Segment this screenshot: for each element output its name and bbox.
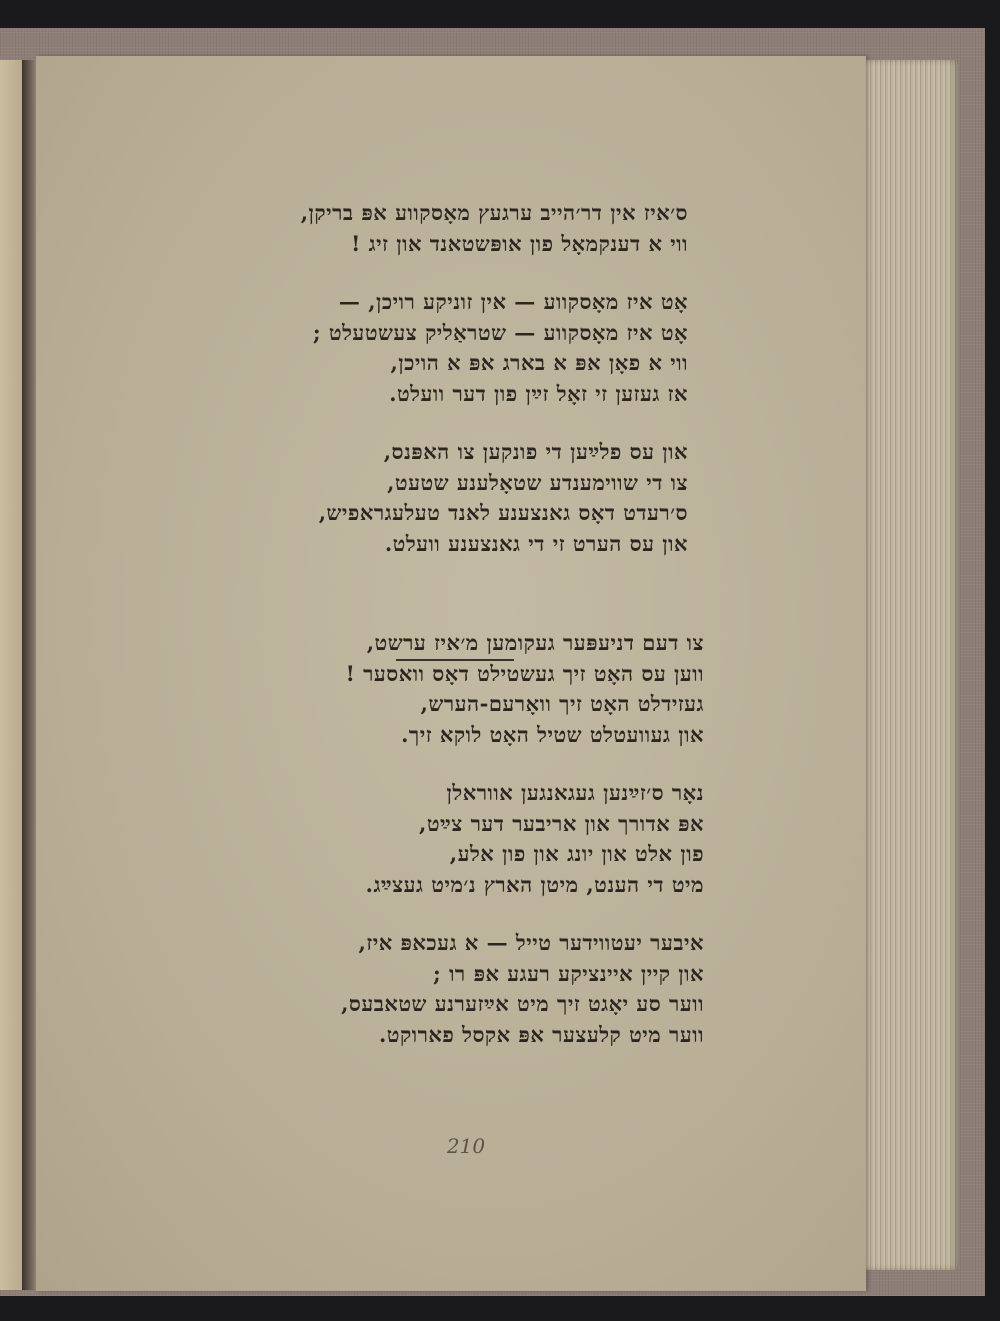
poem-line: אָט איז מאָסקווע — שטראַליק צעשטעלט ; xyxy=(312,319,688,345)
poem-line: ווי א דענקמאָל פון אופּשטאנד און זיג ! xyxy=(351,230,688,256)
stanza xyxy=(164,928,704,1050)
stanza xyxy=(164,628,704,750)
poem-section-2 xyxy=(164,628,704,1050)
poem-line: ס׳רעדט דאָס גאנצענע לאנד טעלעגראפיש, xyxy=(318,500,688,525)
poem-line: און עס פלײַען די פונקען צו האפּנס, xyxy=(383,439,688,464)
poem-line: צו דעם דניעפּער געקומען מ׳איז ערשט, xyxy=(366,630,704,655)
stanza xyxy=(164,778,704,900)
poem-line: מיט די הענט, מיטן הארץ נ׳מיט געצײַג. xyxy=(365,871,704,897)
poem-line: און געוועטלט שטיל האָט לוקא זיך. xyxy=(401,721,704,747)
stanza xyxy=(168,437,688,559)
poem-line: פון אלט און יונג און פון אלע, xyxy=(449,841,704,866)
book-page xyxy=(36,56,866,1291)
stanza xyxy=(168,287,688,409)
poem-line: אָט איז מאָסקווע — אין זוניקע רויכן, — xyxy=(338,289,688,314)
poem-line: אפּ אדורך און אריבער דער צײַט, xyxy=(419,810,704,836)
poem-line: און קיין איינציקע רעגע אפּ רו ; xyxy=(433,960,704,986)
poem-line: אז געזען זי זאָל זײַן פון דער וועלט. xyxy=(389,380,688,406)
poem-line: געזידלט האָט זיך וואָרעם-הערש, xyxy=(420,691,704,716)
poem-line: ס׳איז אין דר׳הייב ערגעץ מאָסקווע אפּ בריקן, xyxy=(300,200,688,225)
facing-page-edge xyxy=(0,60,24,1290)
poem-line: נאָר ס׳זײַנען געגאנגען אווראלן xyxy=(446,780,704,805)
poem-section-1 xyxy=(168,198,688,559)
poem-line: און עס הערט זי די גאנצענע וועלט. xyxy=(384,530,688,556)
poem-line: צו די שווימענדע שטאָלענע שטעט, xyxy=(387,469,688,495)
poem-line: ווען עס האָט זיך געשטילט דאָס וואסער ! xyxy=(345,660,704,686)
poem-line: ווער מיט קלעצער אפּ אקסל פארוקט. xyxy=(378,1021,704,1047)
stanza xyxy=(168,198,688,259)
page-number: 210 xyxy=(446,1134,486,1158)
poem-line: ווער סע יאָגט זיך מיט אײַזערנע שטאבעס, xyxy=(341,991,704,1016)
page-stack-edge xyxy=(858,60,958,1270)
poem-line: ווי א פאָן אפּ א בארג אפּ א הויכן, xyxy=(390,350,688,375)
poem-line: איבער יעטווידער טייל — א געכאפּ איז, xyxy=(358,930,704,955)
